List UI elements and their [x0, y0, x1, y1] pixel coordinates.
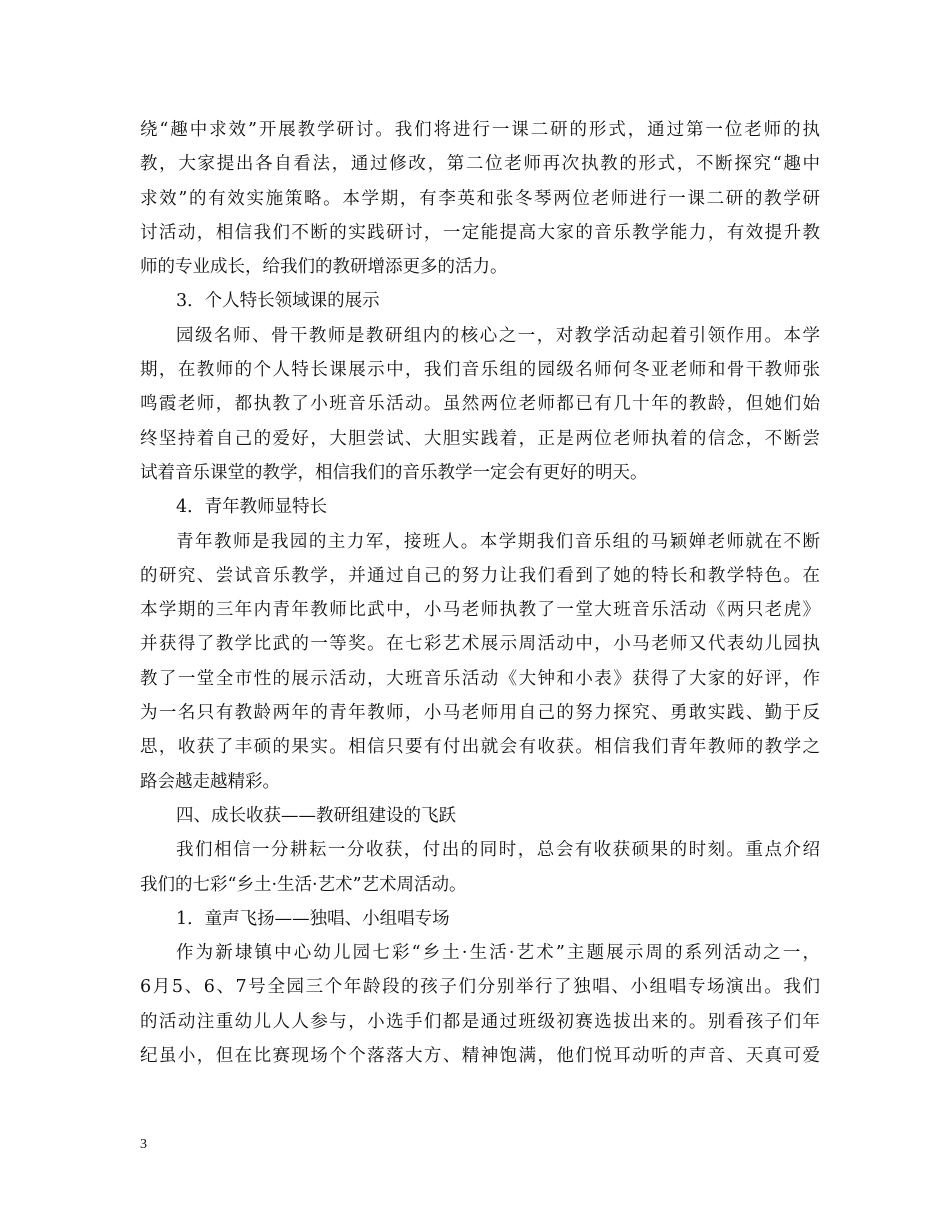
text-line: 试着音乐课堂的教学，相信我们的音乐教学一定会有更好的明天。	[140, 462, 648, 483]
text-line: 园级名师、骨干教师是教研组内的核心之一，对教学活动起着引领作用。本学	[176, 325, 820, 346]
text-line: 求效”的有效实施策略。本学期，有李英和张冬琴两位老师进行一课二研的教学研	[140, 188, 820, 209]
text-line: 本学期的三年内青年教师比武中，小马老师执教了一堂大班音乐活动《两只老虎》	[140, 600, 820, 621]
text-line: 鸣霞老师，都执教了小班音乐活动。虽然两位老师都已有几十年的教龄，但她们始	[140, 394, 820, 415]
text-line: 的研究、尝试音乐教学，并通过自己的努力让我们看到了她的特长和教学特色。在	[140, 565, 820, 586]
text-line: 教了一堂全市性的展示活动，大班音乐活动《大钟和小表》获得了大家的好评，作	[140, 668, 820, 689]
page-number: 3	[140, 1137, 147, 1152]
text-line: 师的专业成长，给我们的教研增添更多的活力。	[140, 257, 508, 278]
section-heading: 1．童声飞扬——独唱、小组唱专场	[176, 908, 450, 929]
document-body	[140, 113, 820, 1073]
text-line: 我们的七彩“乡土·生活·艺术”艺术周活动。	[140, 874, 467, 895]
text-line: 思，收获了丰硕的果实。相信只要有付出就会有收获。相信我们青年教师的教学之	[140, 737, 820, 758]
text-line: 6月5、6、7号全园三个年龄段的孩子们分别举行了独唱、小组唱专场演出。我们	[140, 977, 820, 998]
text-line: 纪虽小，但在比赛现场个个落落大方、精神饱满，他们悦耳动听的声音、天真可爱	[140, 1046, 820, 1067]
text-line: 终坚持着自己的爱好，大胆尝试、大胆实践着，正是两位老师执着的信念，不断尝	[140, 428, 820, 449]
section-heading: 3．个人特长领域课的展示	[176, 291, 380, 312]
text-line: 青年教师是我园的主力军，接班人。本学期我们音乐组的马颖婵老师就在不断	[176, 531, 820, 552]
text-line: 的活动注重幼儿人人参与，小选手们都是通过班级初赛选拔出来的。别看孩子们年	[140, 1011, 820, 1032]
text-line: 为一名只有教龄两年的青年教师，小马老师用自己的努力探究、勇敢实践、勤于反	[140, 703, 820, 724]
text-line: 教，大家提出各自看法，通过修改，第二位老师再次执教的形式，不断探究“趣中	[140, 154, 820, 175]
text-line: 并获得了教学比武的一等奖。在七彩艺术展示周活动中，小马老师又代表幼儿园执	[140, 634, 820, 655]
section-heading: 4．青年教师显特长	[176, 497, 328, 518]
text-line: 期，在教师的个人特长课展示中，我们音乐组的园级名师何冬亚老师和骨干教师张	[140, 360, 820, 381]
text-line: 路会越走越精彩。	[140, 771, 280, 792]
text-line: 绕“趣中求效”开展教学研讨。我们将进行一课二研的形式，通过第一位老师的执	[140, 120, 820, 140]
text-line: 作为新埭镇中心幼儿园七彩“乡土·生活·艺术”主题展示周的系列活动之一，	[176, 943, 820, 964]
section-heading: 四、成长收获——教研组建设的飞跃	[176, 805, 456, 826]
text-line: 我们相信一分耕耘一分收获，付出的同时，总会有收获硕果的时刻。重点介绍	[176, 840, 820, 861]
text-line: 讨活动，相信我们不断的实践研讨，一定能提高大家的音乐教学能力，有效提升教	[140, 222, 820, 243]
